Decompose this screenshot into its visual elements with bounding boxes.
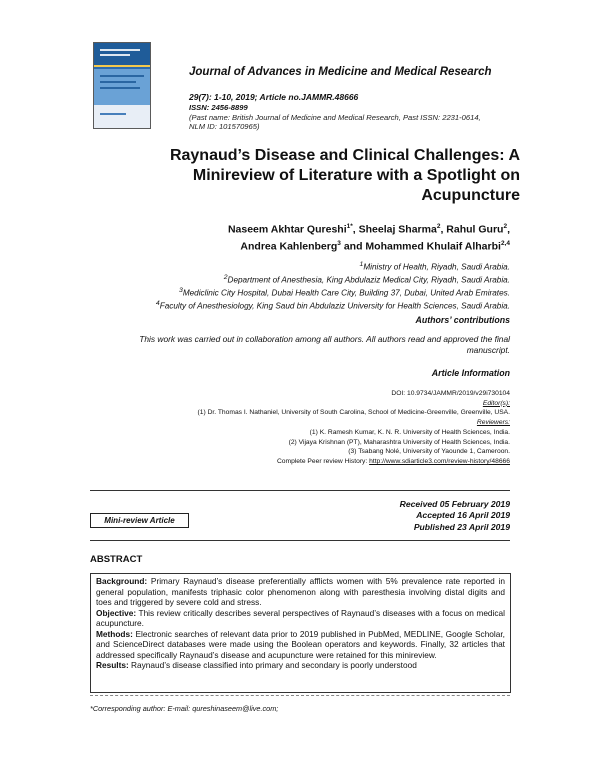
doi[interactable]: DOI: 10.9734/JAMMR/2019/v29i730104 [391, 390, 510, 397]
article-title: Raynaud’s Disease and Clinical Challenges: A Minireview of Literature with a Spotlight on Acupuncture [169, 147, 520, 204]
journal-title: Journal of Advances in Medicine and Medical Research [189, 66, 492, 78]
journal-cover-image [93, 42, 151, 129]
author-name[interactable]: and Mohammed Khulaif Alharbi [340, 240, 501, 252]
citation: 29(7): 1-10, 2019; Article no.JAMMR.48666 [189, 92, 359, 102]
review-history-link[interactable]: http://www.sdiarticle3.com/review-history/48666 [369, 457, 510, 465]
corresponding-author-footnote: *Corresponding author: E-mail: qureshinaseem@live.com; [90, 704, 279, 713]
contributions-text: This work was carried out in collaboration among all authors. All authors read and approved the final manuscript. [139, 334, 510, 355]
publication-dates: Received 05 February 2019 Accepted 16 April 2019 Published 23 April 2019 [399, 499, 510, 532]
divider [90, 490, 510, 491]
contributions-heading: Authors’ contributions [415, 315, 510, 325]
author-name[interactable]: Andrea Kahlenberg [240, 240, 338, 252]
author-list: Naseem Akhtar Qureshi$^{1*}$, Sheelaj Sharma$^2$, Rahul Guru$^2$, Andrea Kahlenberg$^3$ and Mohammed Khulaif Alharbi$^{2,4}$ [227, 223, 510, 252]
issn: ISSN: 2456-8899 [189, 103, 248, 112]
article-info: DOI: 10.9734/JAMMR/2019/v29i730104 Editor(s): (1) Dr. Thomas I. Nathaniel, University of South Carolina, School of Medicine-Greenville, Greenville, USA. Reviewers: (1) K. Ramesh Kumar, K. N. R. University of Health Sciences, India. (2) Vijaya Krishnan (PT), Maharashtra University of Health Sciences, India. (3) Tsabang Nolé, University of Yaounde 1, Cameroon. Complete Peer review History: http://www.sdiarticle3.com/review-history/48666 [140, 389, 510, 467]
page-break-line [90, 695, 510, 696]
article-type-badge: Mini-review Article [90, 513, 189, 528]
author-name[interactable]: , Rahul Guru [440, 223, 504, 236]
author-name[interactable]: Naseem Akhtar Qureshi [227, 223, 347, 236]
divider [90, 540, 510, 541]
abstract-box: Background: Primary Raynaud’s disease preferentially afflicts women with 5% prevalence rate reported in general population, manifests triphasic color phenomenon along with paresthesia involving distal digits and toes and triggered by severe cold and stress. Objective: This review critically describes several perspectives of Raynaud’s diseases with a focus on medical acupuncture. Methods: Electronic searches of relevant data prior to 2019 published in PubMed, MEDLINE, Google Scholar, and ScienceDirect databases were made using the Boolean operators and keywords. Finally, 32 articles that addressed specifically Raynaud’s disease and acupuncture were retained for this minireview. Results: Raynaud’s disease classified into primary and secondary is poorly understood [90, 573, 511, 693]
article-info-heading: Article Information [431, 368, 510, 378]
abstract-heading: ABSTRACT [90, 554, 143, 565]
past-name: (Past name: British Journal of Medicine and Medical Research, Past ISSN: 2231-0614, [189, 113, 481, 122]
author-name[interactable]: , Sheelaj Sharma [352, 223, 437, 236]
affiliations: $^1$Ministry of Health, Riyadh, Saudi Arabia. $^2$Department of Anesthesia, King Abdulaziz Medical City, Riyadh, Saudi Arabia. $^3$Mediclinic City Hospital, Dubai Health Care City, Building 37, Dubai, United Arab Emirates. $^4$Faculty of Anesthesiology, King Saud bin Abdulaziz University for Health Sciences, Saudi Arabia. [155, 261, 510, 312]
nlm-id: NLM ID: 101570965) [189, 122, 260, 131]
